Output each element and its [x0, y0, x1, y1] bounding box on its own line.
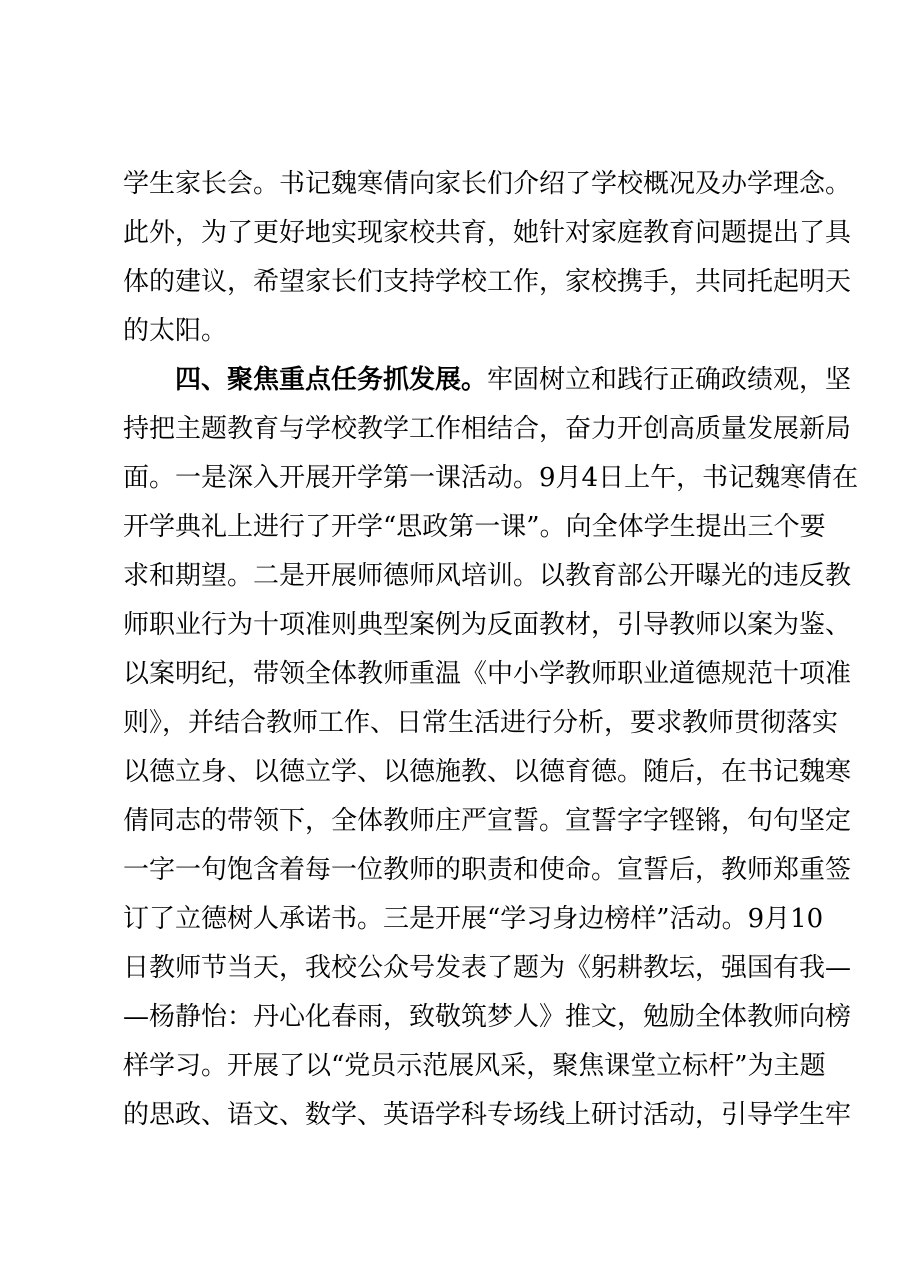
- heading-line: [175, 357, 852, 403]
- text-line: 倩同志的带领下，全体教师庄严宣誓。宣誓字字铿锵，句句坚定: [123, 806, 852, 836]
- text-line: 样学习。开展了以“党员示范展风采，聚焦课堂立标杆”为主题: [123, 1051, 826, 1081]
- text-line: 日教师节当天，我校公众号发表了题为《躬耕教坛，强国有我—: [123, 953, 852, 983]
- text-line: —杨静怡：丹心化春雨，致敬筑梦人》推文，勉励全体教师向榜: [123, 1002, 852, 1032]
- text-line: 以德立身、以德立学、以德施教、以德育德。随后，在书记魏寒: [123, 757, 852, 787]
- text-line: 面。一是深入开展开学第一课活动。9月4日上午，书记魏寒倩在: [123, 463, 859, 493]
- heading-line-text: 牢固树立和践行正确政绩观，坚: [487, 365, 852, 395]
- text-line: 求和期望。二是开展师德师风培训。以教育部公开曝光的违反教: [123, 561, 852, 591]
- text-line: 持把主题教育与学校教学工作相结合，奋力开创高质量发展新局: [123, 414, 852, 444]
- text-line: 的思政、语文、数学、英语学科专场线上研讨活动，引导学生牢: [123, 1100, 852, 1130]
- text-line: 的太阳。: [123, 316, 228, 346]
- section-heading: 四、聚焦重点任务抓发展。: [175, 365, 488, 395]
- text-line: 一字一句饱含着每一位教师的职责和使命。宣誓后，教师郑重签: [123, 855, 852, 885]
- text-line: 开学典礼上进行了开学“思政第一课”。向全体学生提出三个要: [123, 512, 826, 542]
- text-line: 师职业行为十项准则典型案例为反面教材，引导教师以案为鉴、: [123, 610, 852, 640]
- text-line: 此外，为了更好地实现家校共育，她针对家庭教育问题提出了具: [123, 218, 852, 248]
- text-line: 则》，并结合教师工作、日常生活进行分析，要求教师贯彻落实: [123, 708, 839, 738]
- text-line: 体的建议，希望家长们支持学校工作，家校携手，共同托起明天: [123, 267, 852, 297]
- text-line: 学生家长会。书记魏寒倩向家长们介绍了学校概况及办学理念。: [123, 169, 852, 199]
- text-line: 订了立德树人承诺书。三是开展“学习身边榜样”活动。9月10: [123, 904, 824, 934]
- text-line: 以案明纪，带领全体教师重温《中小学教师职业道德规范十项准: [123, 659, 852, 689]
